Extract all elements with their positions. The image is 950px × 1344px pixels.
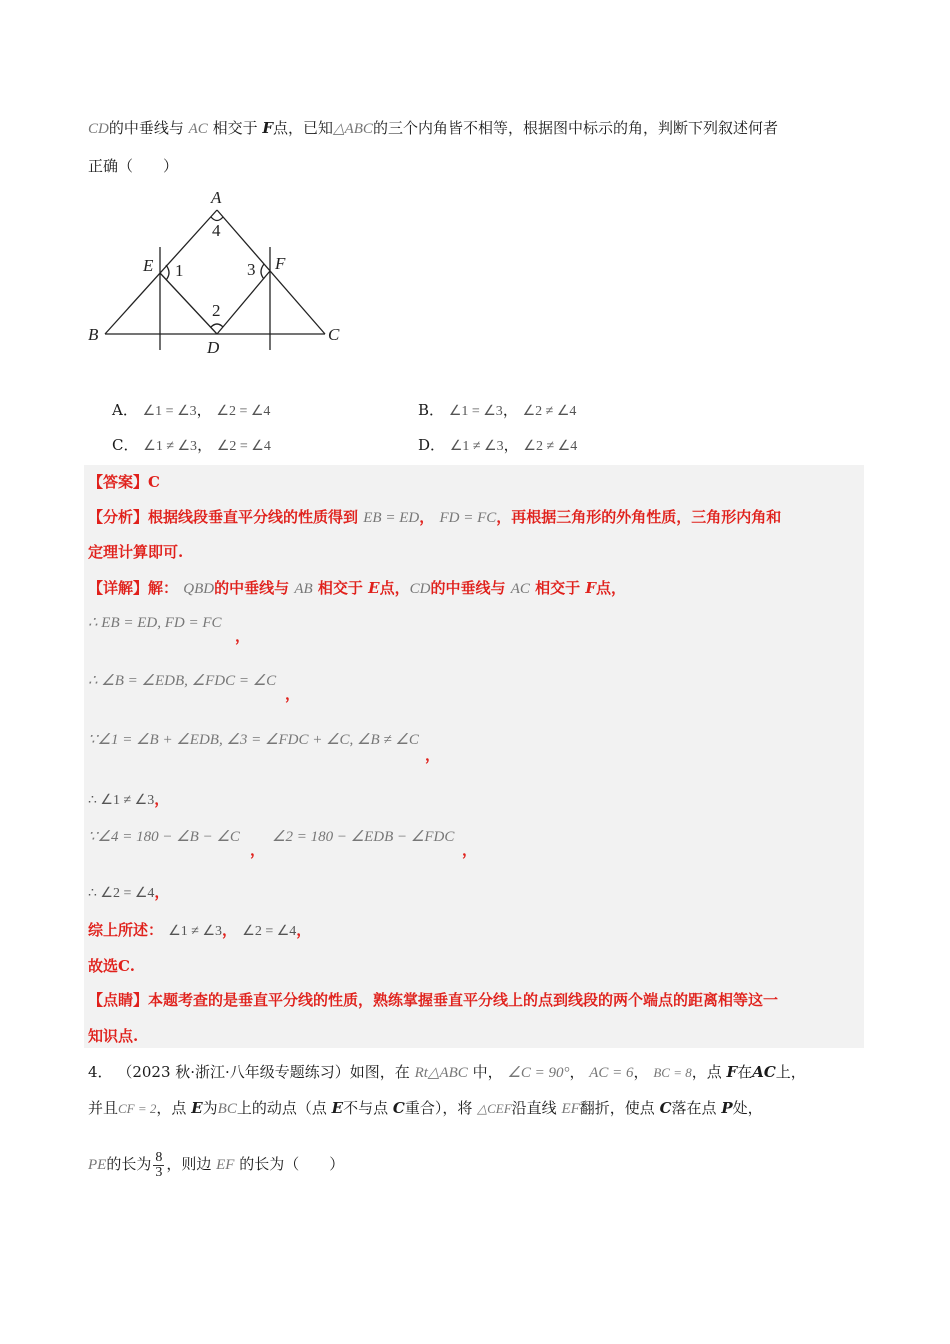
question3-stem-line2: 正确（ ） [88, 157, 179, 175]
math: PE [88, 1157, 107, 1173]
step5-comma-b: ， [462, 841, 478, 859]
solution-panel [84, 465, 864, 1048]
segment-fd [217, 271, 270, 334]
text: 相交于 [212, 119, 258, 137]
math: CF = 2 [118, 1101, 157, 1116]
comma: ， [222, 921, 238, 939]
step5b [272, 826, 454, 847]
option-math: ∠2 ≠ ∠4 [522, 404, 577, 419]
fraction-8-3 [153, 1151, 164, 1180]
text: 点， [596, 579, 627, 597]
option-c[interactable] [112, 435, 271, 457]
text: 的中垂线与 [214, 579, 290, 597]
text: 不与点 [343, 1099, 389, 1117]
math: FD = FC [439, 510, 497, 526]
text: 的中垂线与 [430, 579, 506, 597]
question-number: 4． [88, 1063, 113, 1081]
label-angle-2: 2 [212, 301, 221, 320]
analysis-line2: 定理计算即可. [88, 543, 184, 561]
step1-comma: ， [235, 627, 251, 645]
question4-line2 [88, 1098, 763, 1119]
text: 并且 [88, 1099, 119, 1117]
answer-line [88, 472, 160, 492]
text: ， [419, 508, 435, 526]
math: EF [216, 1157, 235, 1173]
comma: ， [569, 1063, 585, 1081]
option-math: ∠1 ≠ ∠3 [143, 439, 198, 454]
text: 沿直线 [511, 1099, 557, 1117]
text: 点， [379, 579, 410, 597]
step3-comma: ， [425, 746, 441, 764]
text: 中， [472, 1063, 503, 1081]
text: 相交于 [317, 579, 363, 597]
choice: C [118, 957, 130, 975]
option-letter: D． [418, 436, 446, 454]
comment-line2: 知识点. [88, 1027, 139, 1045]
geometry-figure [80, 185, 350, 360]
math: ∴ EB = ED, FD = FC [88, 615, 222, 631]
option-math: ∠2 ≠ ∠4 [523, 439, 578, 454]
question4-line3 [88, 1148, 344, 1181]
label-b: B [88, 325, 99, 344]
text: 的长为 [106, 1155, 152, 1173]
math: BC [217, 1101, 237, 1117]
segment-ed [160, 273, 217, 334]
text: 在 [737, 1063, 753, 1081]
option-letter: B． [418, 401, 445, 419]
math: EF [561, 1101, 580, 1117]
step2-comma: ， [285, 685, 301, 703]
step2 [88, 670, 276, 691]
text: E [368, 579, 380, 597]
math: QBD [183, 581, 215, 597]
text: 点，已知 [273, 119, 334, 137]
math: ∠1 ≠ ∠3 [168, 924, 223, 939]
text: 处， [732, 1099, 763, 1117]
text: 上的动点（点 [236, 1099, 327, 1117]
text: 落在点 [671, 1099, 717, 1117]
angle-arc-3 [261, 264, 264, 279]
step3 [88, 729, 419, 750]
text: ，则边 [166, 1155, 212, 1173]
text: E [331, 1099, 344, 1117]
option-math: ∠2 = ∠4 [216, 439, 271, 454]
option-sep: ， [502, 401, 518, 419]
math: BC = 8 [653, 1065, 692, 1080]
text: . [129, 957, 135, 975]
label-angle-4: 4 [212, 221, 221, 240]
text: 重合），将 [404, 1099, 473, 1117]
comment-tag: 【点睛】 [88, 991, 149, 1009]
option-math: ∠1 = ∠3 [142, 404, 197, 419]
fraction-denominator: 3 [155, 1164, 163, 1180]
math: ∠2 = 180 − ∠EDB − ∠FDC [272, 829, 455, 845]
option-sep: ， [196, 401, 212, 419]
label-c: C [328, 325, 340, 344]
math: Rt△ABC [414, 1065, 468, 1081]
angle-arc-2 [211, 324, 223, 327]
math: EB = ED [363, 510, 420, 526]
math: ∵∠1 = ∠B + ∠EDB, ∠3 = ∠FDC + ∠C, ∠B ≠ ∠C [88, 732, 419, 748]
comma: ， [154, 883, 170, 901]
math-cd: CD [88, 121, 109, 137]
option-letter: A． [112, 401, 138, 419]
answer-value: C [148, 473, 160, 491]
option-math: ∠2 = ∠4 [216, 404, 271, 419]
analysis-line1 [88, 507, 781, 528]
math-ac: AC [188, 121, 208, 137]
summary-line [88, 920, 311, 942]
comma: ， [633, 1063, 649, 1081]
question4-line1 [88, 1062, 806, 1083]
text: 根据线段垂直平分线的性质得到 [148, 508, 359, 526]
question3-stem-line1 [88, 118, 778, 139]
text: 的长为（ ） [239, 1155, 345, 1173]
step4 [88, 789, 169, 811]
text: 上， [775, 1063, 806, 1081]
text: 翻折，使点 [579, 1099, 655, 1117]
comment-line1 [88, 990, 778, 1010]
text: 的中垂线与 [108, 119, 184, 137]
text: ，点 [156, 1099, 187, 1117]
text: 为 [202, 1099, 218, 1117]
math: AC [510, 581, 530, 597]
label-a: A [211, 188, 222, 207]
math: AB [294, 581, 313, 597]
text: C [392, 1099, 405, 1117]
option-math: ∠1 = ∠3 [448, 404, 503, 419]
step1 [88, 612, 222, 633]
option-letter: C． [112, 436, 139, 454]
detail-line [88, 578, 626, 599]
comma: ， [154, 790, 170, 808]
option-math: ∠1 ≠ ∠3 [449, 439, 504, 454]
text: F [726, 1063, 738, 1081]
math: ∠C = 90° [507, 1065, 570, 1081]
label-e: E [143, 256, 154, 275]
label-f: F [275, 254, 286, 273]
analysis-tag: 【分析】 [88, 508, 149, 526]
math-triangle-abc: △ABC [333, 121, 373, 137]
detail-tag: 【详解】 [88, 579, 149, 597]
fraction-numerator: 8 [155, 1149, 163, 1165]
label-angle-1: 1 [175, 261, 184, 280]
angle-arc-4 [211, 217, 223, 221]
text: AC [752, 1063, 776, 1081]
point-f: F [262, 119, 274, 137]
text: C [659, 1099, 672, 1117]
comma: ， [296, 921, 312, 939]
angle-arc-1 [166, 265, 169, 280]
text: 相交于 [535, 579, 581, 597]
option-d[interactable] [418, 435, 577, 457]
math: ∴ ∠1 ≠ ∠3 [88, 793, 155, 808]
text: F [585, 579, 597, 597]
option-sep: ， [197, 436, 213, 454]
option-sep: ， [503, 436, 519, 454]
math: ∴ ∠B = ∠EDB, ∠FDC = ∠C [88, 673, 277, 689]
step5 [88, 826, 240, 847]
option-a[interactable] [112, 400, 270, 422]
step6 [88, 882, 169, 904]
text: 的三个内角皆不相等，根据图中标示的角，判断下列叙述何者 [372, 119, 778, 137]
text: 综上所述： [88, 921, 164, 939]
math: CD [409, 581, 431, 597]
step5-comma-a: ， [250, 841, 266, 859]
option-b[interactable] [418, 400, 576, 422]
choose-line [88, 956, 135, 976]
label-d: D [207, 338, 220, 357]
text: 故选 [88, 957, 119, 975]
label-angle-3: 3 [247, 260, 256, 279]
answer-tag: 【答案】 [88, 473, 149, 491]
text: ，再根据三角形的外角性质，三角形内角和 [496, 508, 782, 526]
text: （2023 秋·浙江·八年级专题练习）如图，在 [117, 1063, 410, 1081]
text: P [721, 1099, 733, 1117]
math: ∴ ∠2 = ∠4 [88, 886, 155, 901]
math: ∵∠4 = 180 − ∠B − ∠C [88, 829, 240, 845]
text: 解： [148, 579, 179, 597]
math: ∠2 = ∠4 [242, 924, 297, 939]
text: E [191, 1099, 203, 1117]
text: ，点 [691, 1063, 722, 1081]
text: 本题考查的是垂直平分线的性质，熟练掌握垂直平分线上的点到线段的两个端点的距离相等这一 [148, 991, 779, 1009]
math: AC = 6 [589, 1065, 634, 1081]
math: △CEF [477, 1101, 512, 1116]
